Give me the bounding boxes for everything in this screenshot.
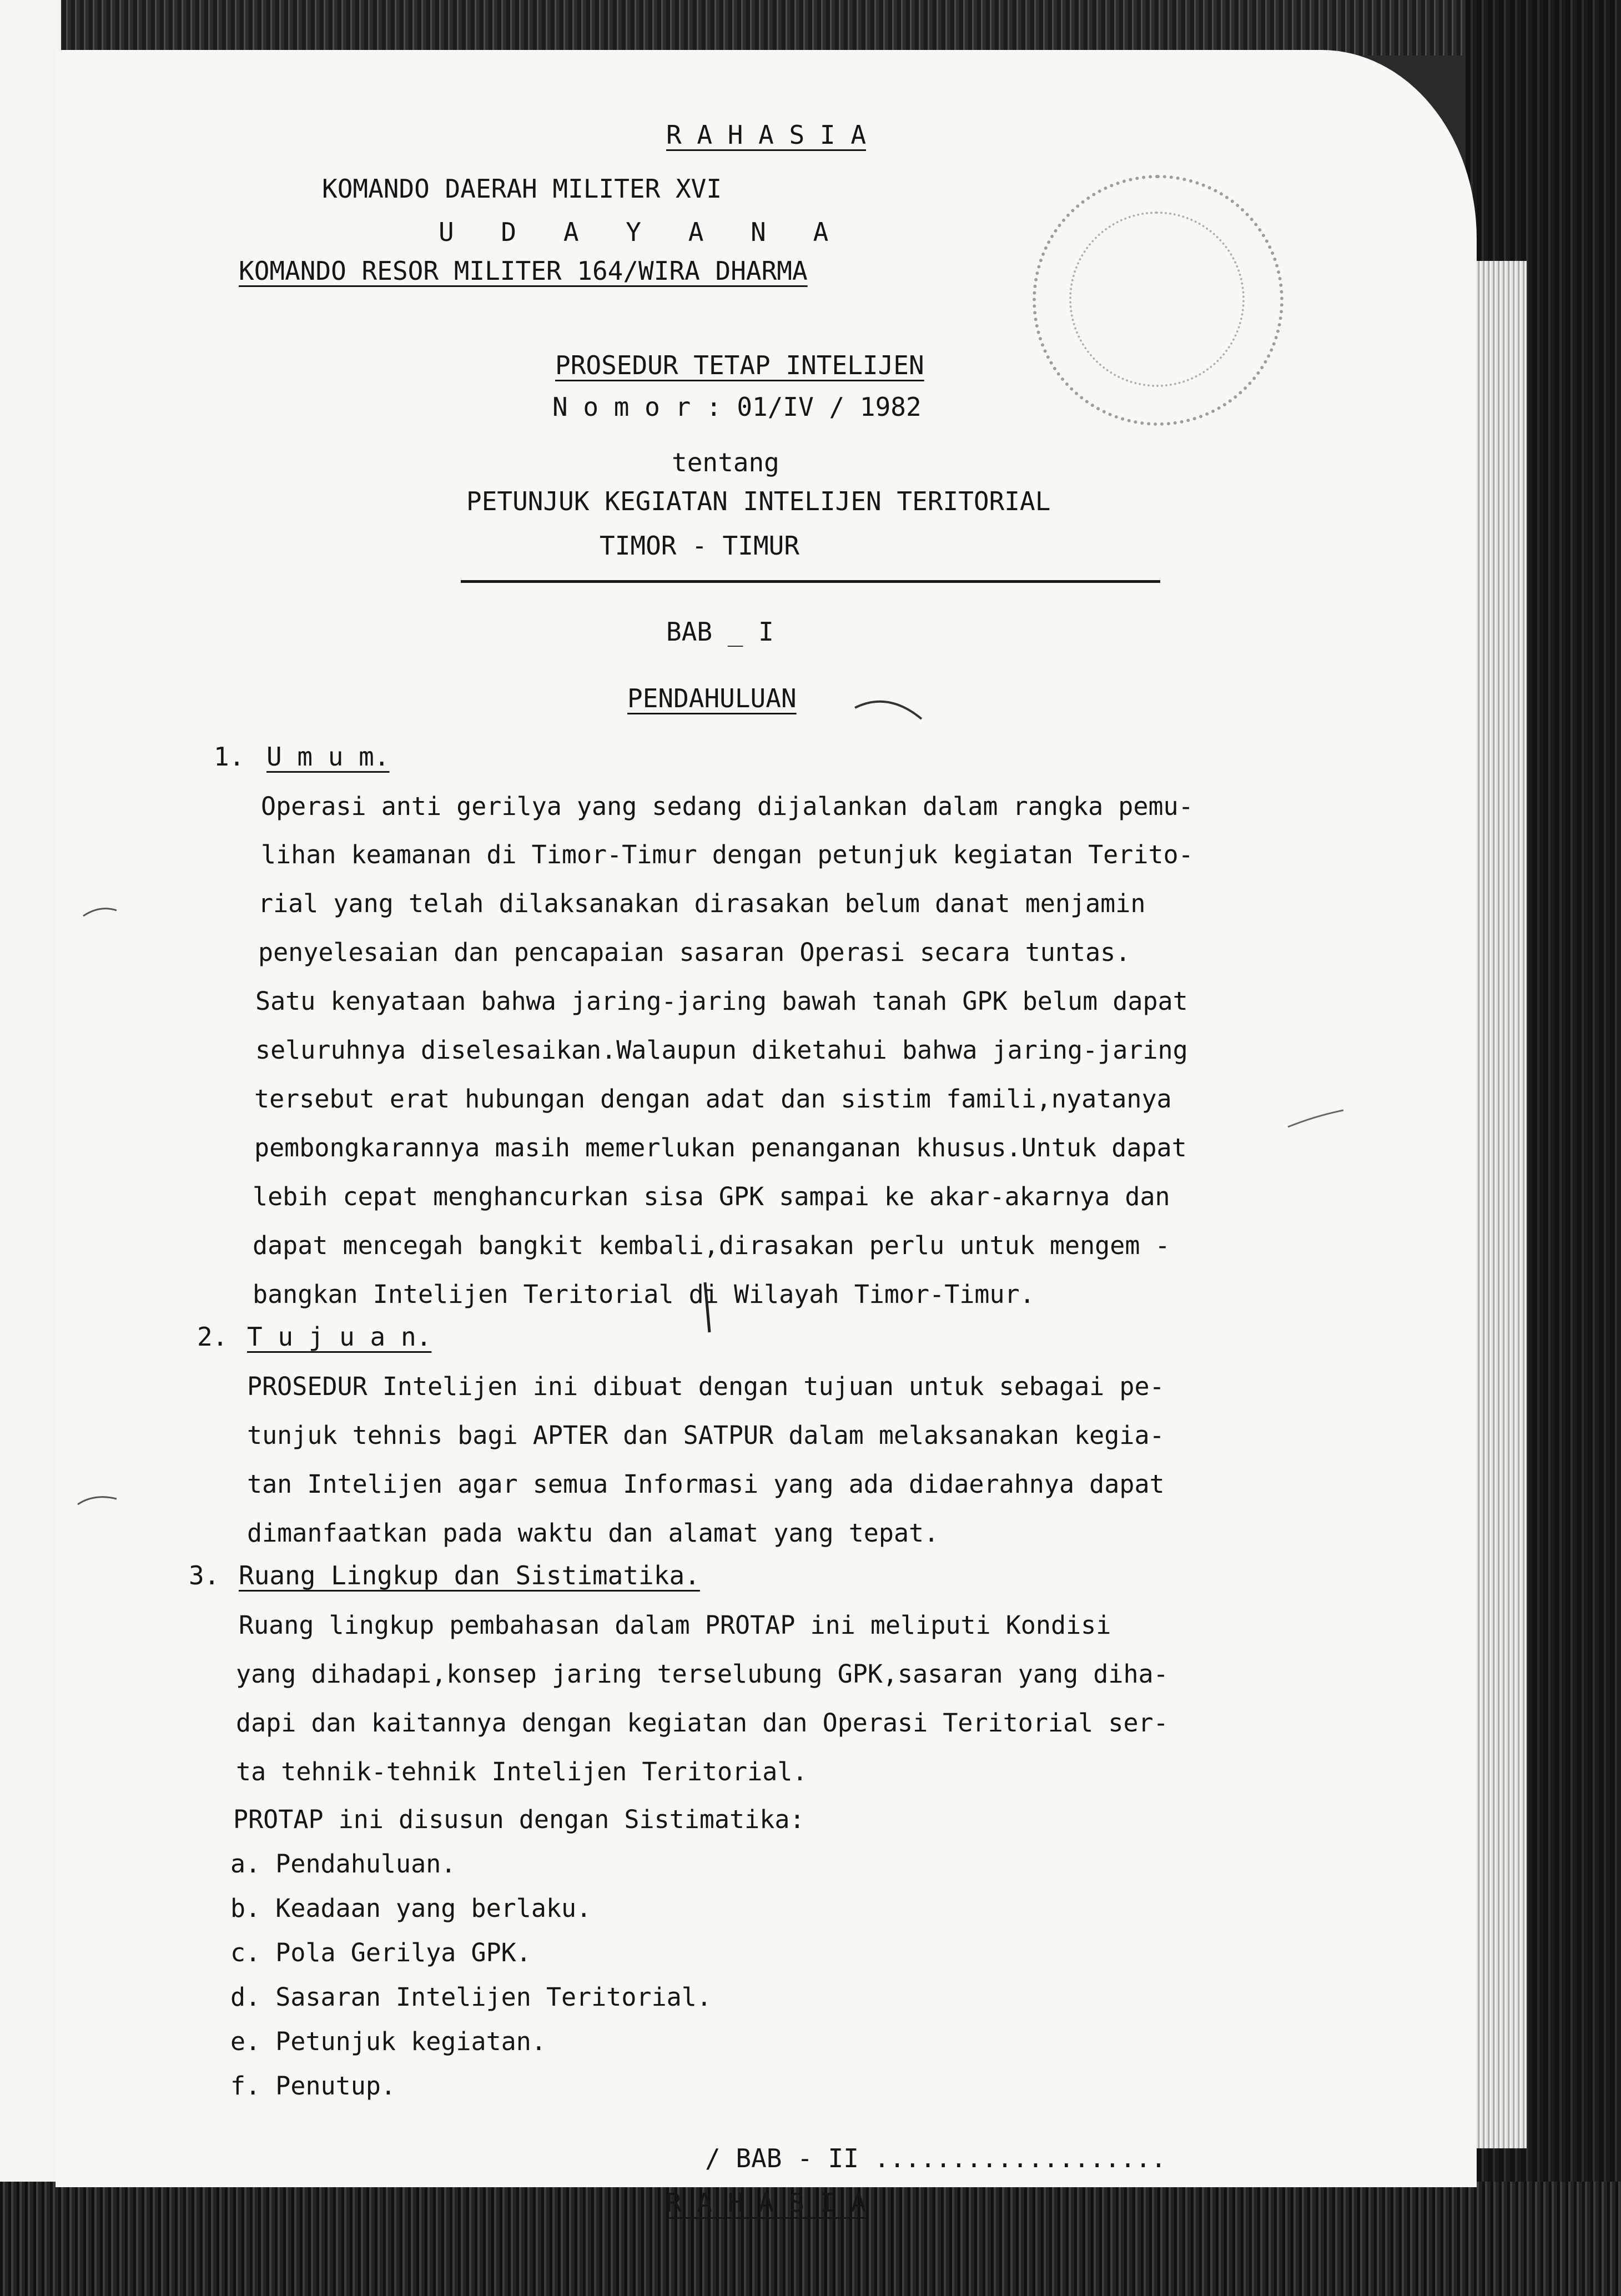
section-3-intro: PROTAP ini disusun dengan Sistimatika: [233,1805,805,1834]
section-1-line: Satu kenyataan bahwa jaring-jaring bawah tanah GPK belum dapat [255,986,1188,1016]
list-item: f. Penutup. [230,2071,396,2101]
section-3-line: Ruang lingkup pembahasan dalam PROTAP ini meliputi Kondisi [239,1610,1111,1640]
section-3-line: dapi dan kaitannya dengan kegiatan dan Operasi Teritorial ser- [236,1708,1169,1738]
chapter-heading: PENDAHULUAN [627,683,797,713]
document-number: N o m o r : 01/IV / 1982 [552,392,922,422]
section-2-line: tan Intelijen agar semua Informasi yang ada didaerahnya dapat [247,1469,1165,1499]
section-1-line: rial yang telah dilaksanakan dirasakan belum danat menjamin [258,889,1146,918]
section-1-line: seluruhnya diselesaikan.Walaupun diketahui bahwa jaring-jaring [255,1035,1188,1065]
command-name: KOMANDO DAERAH MILITER XVI [322,174,722,204]
section-3-number: 3. [189,1560,220,1590]
list-item: c. Pola Gerilya GPK. [230,1938,531,1967]
korem-name: KOMANDO RESOR MILITER 164/WIRA DHARMA [239,256,808,286]
list-item: b. Keadaan yang berlaku. [230,1894,592,1923]
section-2-number: 2. [197,1322,228,1352]
chapter-number: BAB _ I [666,617,774,647]
section-2-title: T u j u a n. [247,1322,432,1352]
list-item: d. Sasaran Intelijen Teritorial. [230,1982,712,2012]
section-1-line: dapat mencegah bangkit kembali,dirasakan perlu untuk mengem - [253,1231,1170,1260]
section-3-title: Ruang Lingkup dan Sistimatika. [239,1560,700,1590]
section-2-line: dimanfaatkan pada waktu dan alamat yang tepat. [247,1518,939,1548]
section-2-line: PROSEDUR Intelijen ini dibuat dengan tujuan untuk sebagai pe- [247,1372,1165,1401]
procedure-title: PROSEDUR TETAP INTELIJEN [555,350,924,380]
tentang-label: tentang [672,447,779,477]
section-1-number: 1. [214,742,245,772]
region-title: TIMOR - TIMUR [600,531,800,561]
stacked-page-edges [1477,261,1527,2148]
section-1-line: lebih cepat menghancurkan sisa GPK sampai ke akar-akarnya dan [253,1182,1170,1211]
continuation-note: / BAB - II ................... [705,2143,1166,2173]
subject-title: PETUNJUK KEGIATAN INTELIJEN TERITORIAL [466,486,1051,516]
section-1-line: tersebut erat hubungan dengan adat dan sistim famili,nyatanya [254,1084,1172,1114]
scan-margin-left [0,0,61,2296]
section-1-line: pembongkarannya masih memerlukan penanganan khusus.Untuk dapat [254,1133,1187,1162]
udayana-label: U D A Y A N A [439,217,844,247]
section-1-line: bangkan Intelijen Teritorial di Wilayah Timor-Timur. [253,1280,1035,1309]
list-item: a. Pendahuluan. [230,1849,456,1879]
section-1-line: penyelesaian dan pencapaian sasaran Operasi secara tuntas. [258,938,1131,967]
classification-top: R A H A S I A [666,120,867,150]
section-3-line: yang dihadapi,konsep jaring terselubung GPK,sasaran yang diha- [236,1659,1169,1689]
scan-border-top [0,0,1621,56]
section-2-line: tunjuk tehnis bagi APTER dan SATPUR dalam melaksanakan kegia- [247,1421,1165,1450]
list-item: e. Petunjuk kegiatan. [230,2027,546,2056]
pen-marks [56,50,1477,2187]
section-1-line: lihan keamanan di Timor-Timur dengan petunjuk kegiatan Terito- [261,840,1194,869]
section-3-line: ta tehnik-tehnik Intelijen Teritorial. [236,1757,808,1786]
classification-bottom: R A H A S I A [666,2188,867,2218]
section-1-line: Operasi anti gerilya yang sedang dijalankan dalam rangka pemu- [261,792,1194,821]
section-1-title: U m u m. [266,742,390,772]
document-page [56,50,1477,2218]
